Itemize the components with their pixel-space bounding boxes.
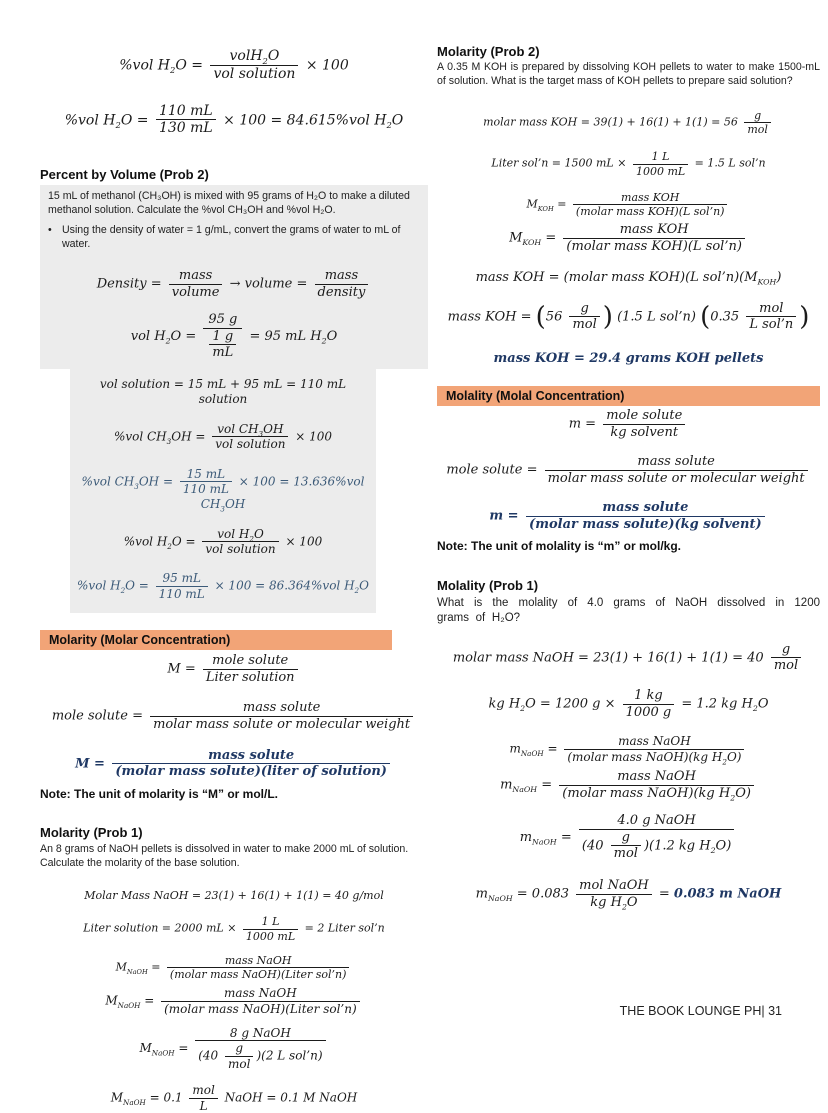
formula-molality-naoh-def-large: $m_{NaOH}$ = $\frac{\text{mass NaOH}}{(molar mass NaOH)(kg H_2O)}$	[437, 769, 820, 801]
problem-statement-molarity-prob1: An 8 grams of NaOH pellets is dissolved in water to make 2000 mL of solution. Calculate the molarity of the base solution.	[40, 842, 409, 869]
formula-molarity-definition: M = $\frac{\text{mole solute}}{\text{Liter solution}}$	[40, 653, 428, 685]
formula-molality-naoh-result: $m_{NaOH} = 0.083$ $\frac{\text{mol NaOH}}{kg H_2O}$ = 0.083 m NaOH	[475, 877, 782, 912]
formula-mass-koh-result: mass KOH = 29.4 grams KOH pellets	[493, 350, 764, 366]
formula-molality-expanded: m = $\frac{\text{mass solute}}{\text{(molar mass solute)(kg solvent)}}$	[437, 500, 820, 532]
formula-density: Density = $\frac{\text{mass}}{\text{volume}}$ → volume = $\frac{\text{mass}}{\text{density}}$	[48, 268, 420, 300]
section-title-molality-prob1: Molality (Prob 1)	[437, 577, 539, 593]
formula-liter-soln: Liter sol’n = 1500 mL × $\frac{1 L}{1000 mL}$ = 1.5 L sol’n	[491, 150, 766, 178]
formula-pct-h2o-definition2: %vol $H_2O$ = $\frac{vol H_2O}{\text{vol solution}}$ × 100	[123, 526, 323, 556]
section-title-percent-by-volume-prob2: Percent by Volume (Prob 2)	[40, 167, 209, 183]
note-molality-unit: Note: The unit of molality is “m” or mol/kg.	[437, 538, 682, 553]
bullet-icon: •	[48, 224, 52, 237]
formula-m-koh-def-large: $M_{KOH}$ = $\frac{\text{mass KOH}}{\text{(molar mass KOH)(L sol’n)}}$	[437, 222, 820, 254]
problem-statement-molarity-prob2: A 0.35 M KOH is prepared by dissolving KOH pellets to water to make 1500-mL of solution. What is the target mass of KOH pellets to prepare said solution?	[437, 61, 820, 87]
bullet-item	[48, 224, 420, 252]
formula-molality-definition: m = $\frac{\text{mole solute}}{\text{kg solvent}}$	[437, 408, 820, 440]
formula-m-naoh-substitution: $M_{NaOH}$ = 8 g NaOH (40 $\frac{g}{\text{mol}}$ )(2 L sol’n)	[40, 1026, 428, 1071]
bullet-text: Using the density of water = 1 g/mL, convert the grams of water to mL of water.	[62, 224, 401, 251]
formula-m-koh-def-small: $M_{KOH}$ = $\frac{\text{mass KOH}}{\text{(molar mass KOH)(L sol’n)}}$	[437, 191, 820, 218]
section-title-molarity-prob2: Molarity (Prob 2)	[437, 44, 540, 59]
formula-m-naoh-def-large: $M_{NaOH}$ = $\frac{\text{mass NaOH}}{\text{(molar mass NaOH)(Liter sol’n)}}$	[40, 986, 428, 1016]
problem-statement-molality-prob1: What is the molality of 4.0 grams of NaOH dissolved in 1200 grams of H₂O?	[437, 596, 820, 624]
formula-molality-naoh-def-small: $m_{NaOH}$ = $\frac{\text{mass NaOH}}{(molar mass NaOH)(kg H_2O)}$	[437, 734, 820, 764]
formula-kg-h2o: kg $H_2O = 1200$ g × $\frac{1 kg}{1000 g}$ = 1.2 kg $H_2O$	[488, 688, 769, 720]
formula-liter-solution: Liter solution = 2000 mL × $\frac{1 L}{1000 mL}$ = 2 Liter sol’n	[83, 915, 385, 943]
formula-pct-ch3oh-definition: %vol $CH_3OH$ = $\frac{vol CH_3OH}{\text{vol solution}}$ × 100	[113, 422, 333, 452]
formula-mass-koh-rearranged: mass KOH = (molar mass KOH)(L $sol’n)(M_{KOH})$	[475, 270, 782, 287]
formula-pct-vol-h2o-calculation: %vol $H_2O$ = $\frac{110 mL}{130 mL}$ × 100 = 84.615%vol $H_2O$	[64, 102, 404, 137]
section-band-molality: Molality (Molal Concentration)	[437, 386, 820, 406]
left-column	[40, 38, 428, 1113]
note-molarity-unit: Note: The unit of molarity is “M” or mol/L.	[40, 786, 279, 801]
formula-molality-naoh-substitution: $m_{NaOH}$ = 4.0 g NaOH (40 $\frac{g}{\text{mol}}$ )(1.2 kg $H_2O$)	[437, 813, 820, 862]
formula-m-naoh-def-small: $M_{NaOH}$ = $\frac{\text{mass NaOH}}{\text{(molar mass NaOH)(Liter sol’n)}}$	[40, 954, 428, 981]
formula-m-naoh-result: $M_{NaOH} = 0.1$ $\frac{\text{mol}}{L}$ NaOH = 0.1 M NaOH	[110, 1083, 358, 1113]
formula-mass-koh-substitution: mass KOH = (56 $\frac{g}{\text{mol}}$ ) (1.5 L sol’n) (0.35 $\frac{\text{mol}}{\text{L sol’n}}$ )	[447, 300, 810, 333]
formula-pct-ch3oh-result: %vol $CH_3OH$ = $\frac{15 mL}{110 mL}$ × 100 = 13.636%vol $CH_3OH$	[81, 466, 365, 513]
formula-vol-h2o: vol $H_2O$ = $\frac{95 g}{\frac{1 g}{mL}}$ = 95 mL $H_2O$	[130, 312, 338, 361]
formula-molar-mass-naoh: Molar Mass NaOH = 23(1) + 16(1) + 1(1) = 40 g/mol	[84, 888, 384, 902]
highlighted-problem-block	[40, 185, 428, 369]
formula-molarity-expanded: M = $\frac{\text{mass solute}}{\text{(molar mass solute)(liter of solution)}}$	[40, 748, 428, 780]
section-title-molarity-prob1: Molarity (Prob 1)	[40, 824, 143, 840]
formula-vol-solution: vol solution = 15 mL + 95 mL = 110 mL solution	[99, 377, 347, 407]
formula-pct-vol-h2o-definition: %vol $H_2O$ = $\frac{volH_2O}{\text{vol solution}}$ × 100	[119, 48, 349, 82]
formula-mole-solute-right: mole solute = $\frac{\text{mass solute}}{\text{molar mass solute or molecular weight}}$	[437, 454, 820, 486]
right-column	[437, 44, 820, 910]
section-band-molarity: Molarity (Molar Concentration)	[40, 630, 392, 650]
formula-pct-h2o-result2: %vol $H_2O$ = $\frac{95 mL}{110 mL}$ × 100 = 86.364%vol $H_2O$	[77, 571, 369, 601]
page-footer: THE BOOK LOUNGE PH| 31	[619, 1004, 782, 1018]
formula-molar-mass-koh: molar mass KOH = 39(1) + 16(1) + 1(1) = 56 $\frac{g}{\text{mol}}$	[437, 109, 820, 136]
highlighted-solution-block	[70, 369, 376, 613]
formula-molar-mass-naoh-right: molar mass NaOH = 23(1) + 16(1) + 1(1) = 40 $\frac{g}{\text{mol}}$	[437, 642, 820, 674]
problem-statement: 15 mL of methanol (CH₃OH) is mixed with 95 grams of H₂O to make a diluted methanol solution. Calculate the %vol CH₃OH and %vol H₂O.	[48, 190, 410, 217]
formula-mole-solute: mole solute = $\frac{\text{mass solute}}{\text{molar mass solute or molecular weight}}$	[40, 700, 428, 732]
